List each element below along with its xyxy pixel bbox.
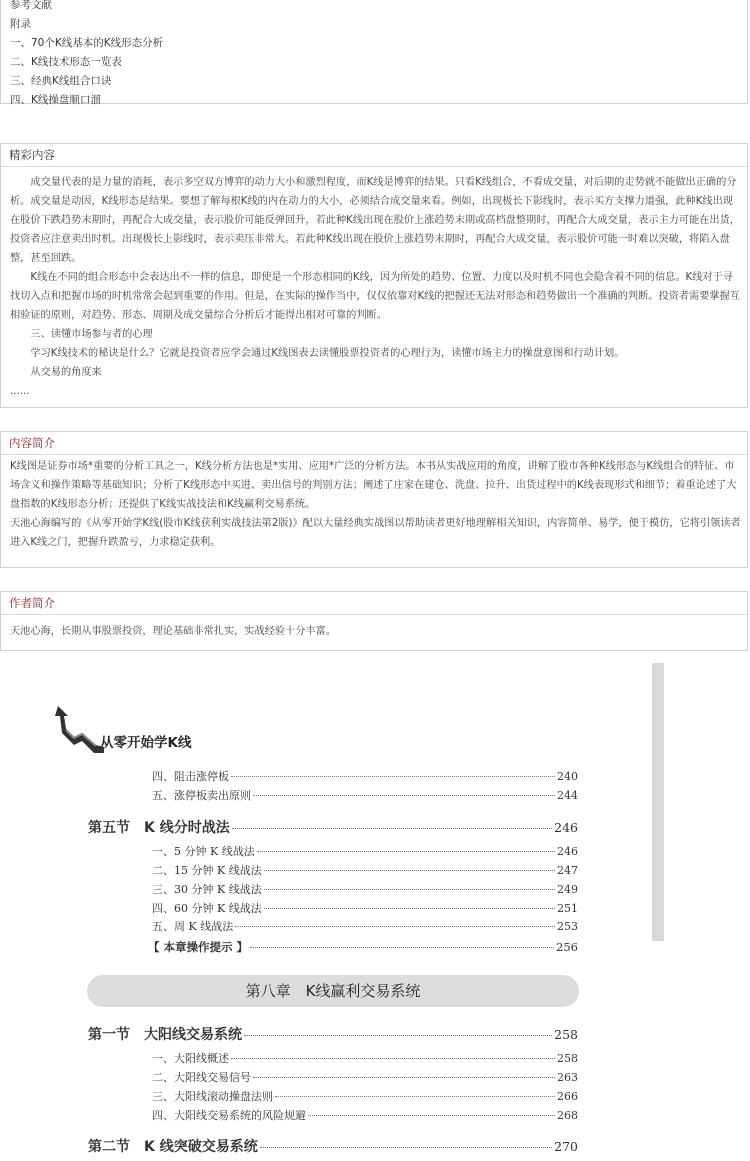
book-title-logo: 从零开始学K线 [100, 735, 192, 751]
highlights-paragraph: 成交量代表的是力量的消耗，表示多空双方博弈的动力大小和激烈程度，而K线是博弈的结果。只看K线组合，不看成交量，对后期的走势就不能做出正确的分析。成交量是动因，K线形态是结果。要想了解每根K线的内在动力的大小，必须结合成交量来看。例如，出现极长下影线时，表示买方支撑力道强，此种K线出现在股价下跌趋势末期时，再配合大成交量，表示股价可能反弹回升，若此种K线出现在股价上涨趋势末期或高档盘整期时，再配合大成交量，表示主力可能在出货，投资者应注意卖出时机。出现极长上影线时，表示卖压非常大。若此种K线出现在股价上涨趋势末期时，再配合大成交量，表示股价可能一时难以突破，将陷入盘整，甚至回跌。 [10, 177, 740, 264]
toc-entry-label: 【 本章操作提示 】 [148, 940, 249, 954]
toc-entry[interactable] [152, 900, 578, 916]
intro-section [0, 431, 748, 568]
toc-item[interactable]: 四、K线操盘顺口溜 [10, 94, 101, 106]
toc-leader [235, 926, 555, 927]
toc-leader [257, 851, 555, 852]
toc-leader [244, 1035, 552, 1036]
highlights-ellipsis: ...... [10, 386, 30, 397]
intro-title: 内容简介 [1, 432, 747, 455]
toc-leader [264, 889, 555, 890]
toc-item[interactable]: 二、K线技术形态一览表 [10, 56, 122, 68]
toc-leader [232, 828, 552, 829]
toc-entry[interactable] [152, 768, 578, 784]
toc-leader [253, 795, 555, 796]
toc-entry[interactable] [152, 843, 578, 859]
toc-entry[interactable] [152, 787, 578, 803]
toc-entry[interactable] [152, 881, 578, 897]
toc-leader [231, 776, 555, 777]
toc-entry-label: 三、大阳线滚动操盘法则 [152, 1090, 273, 1103]
highlights-paragraph: 学习K线技术的秘诀是什么？它就是投资者应学会通过K线图表去读懂股票投资者的心理行为，读懂市场主力的操盘意图和行动计划。 [30, 348, 625, 359]
toc-entry[interactable] [152, 862, 578, 878]
scrollbar[interactable] [652, 663, 664, 941]
toc-entry-label: 五、涨停板卖出原则 [152, 789, 251, 802]
toc-leader [264, 908, 555, 909]
toc-page: 258 [554, 1027, 578, 1042]
toc-page: 263 [557, 1071, 578, 1084]
highlights-section [0, 143, 748, 408]
toc-page: 247 [557, 864, 578, 877]
intro-body [1, 455, 747, 552]
highlights-paragraph: K线在不同的组合形态中会表达出不一样的信息，即使是一个形态相同的K线，因为所处的趋势、位置、力度以及时机不同也会隐含着不同的信息。K线对于寻找切入点和把握市场的时机常常会起到重要的作用。但是，在实际的操作当中，仅仅依靠对K线的把握还无法对形态和趋势做出一个准确的判断。投资者需要掌握互相验证的原则，对趋势、形态、周期及成交量综合分析后才能得出相对可靠的判断。 [10, 272, 740, 321]
toc-entry[interactable] [152, 1069, 578, 1085]
toc-entry-label: 三、30 分钟 K 线战法 [152, 883, 262, 896]
toc-item[interactable]: 参考文献 [10, 0, 52, 11]
toc-page: 249 [557, 883, 578, 896]
highlights-subheading: 三、读懂市场参与者的心理 [30, 329, 153, 340]
toc-page: 268 [557, 1109, 578, 1122]
toc-entry-label: 四、大阳线交易系统的风险规避 [152, 1109, 306, 1122]
toc-page: 240 [557, 770, 578, 783]
book-page-image [0, 663, 750, 1161]
highlights-paragraph: 从交易的角度来 [30, 367, 102, 378]
toc-entry-label: 第一节 大阳线交易系统 [88, 1027, 242, 1043]
intro-paragraph: K线图是证券市场*重要的分析工具之一，K线分析方法也是*实用、应用*广泛的分析方法。本书从实战应用的角度，讲解了股市各种K线形态与K线组合的特征、市场含义和操作策略等基础知识；分析了K线形态中买进、卖出信号的判别方法；阐述了庄家在建仓、洗盘、拉升、出货过程中的K线表现形式和细节；着重论述了大盘指数的K线形态分析；还提供了K线实战技法和K线赢利交易系统。 [10, 461, 737, 510]
highlights-title: 精彩内容 [1, 144, 747, 167]
toc-page: 270 [554, 1139, 578, 1154]
toc-entry[interactable] [152, 918, 578, 934]
toc-page: 258 [557, 1052, 578, 1065]
toc-item[interactable]: 附录 [10, 18, 31, 30]
toc-entry-label: 一、大阳线概述 [152, 1052, 229, 1065]
author-text: 天池心海，长期从事股票投资，理论基础非常扎实，实战经验十分丰富。 [10, 626, 336, 637]
intro-paragraph: 天池心海编写的《从零开始学K线(股市K线获利实战技法第2版)》配以大量经典实战图以帮助读者更好地理解相关知识，内容简单、易学，便于模仿，它将引领读者进入K线之门，把握升跌盈亏，力求稳定获利。 [10, 518, 741, 548]
toc-leader [260, 1147, 552, 1148]
toc-leader [308, 1115, 555, 1116]
toc-section-entry[interactable] [88, 1136, 578, 1156]
toc-entry-label: 五、周 K 线战法 [152, 920, 234, 933]
highlights-body [1, 167, 747, 401]
toc-entry-label: 第二节 K 线突破交易系统 [88, 1139, 258, 1155]
toc-tip-entry[interactable] [148, 939, 578, 955]
toc-list-box [0, 0, 748, 104]
toc-leader [231, 1058, 555, 1059]
toc-entry-label: 一、5 分钟 K 线战法 [152, 845, 255, 858]
toc-page: 256 [556, 940, 578, 954]
toc-page: 266 [557, 1090, 578, 1103]
toc-entry[interactable] [152, 1107, 578, 1123]
toc-section-entry[interactable] [88, 1024, 578, 1044]
toc-page: 246 [554, 820, 578, 835]
toc-item[interactable]: 一、70个K线基本的K线形态分析 [10, 37, 164, 49]
toc-entry[interactable] [152, 1050, 578, 1066]
toc-entry-label: 第五节 K 线分时战法 [88, 820, 230, 836]
toc-entry-label: 二、大阳线交易信号 [152, 1071, 251, 1084]
author-body [1, 615, 747, 641]
chapter-title-bar: 第八章 K线赢利交易系统 [87, 975, 579, 1007]
toc-leader [253, 1077, 555, 1078]
toc-leader [250, 947, 554, 948]
toc-page: 246 [557, 845, 578, 858]
toc-item[interactable]: 三、经典K线组合口诀 [10, 75, 112, 87]
toc-page: 253 [557, 920, 578, 933]
toc-entry-label: 二、15 分钟 K 线战法 [152, 864, 262, 877]
toc-leader [264, 870, 555, 871]
toc-entry-label: 四、阻击涨停板 [152, 770, 229, 783]
toc-page: 251 [557, 902, 578, 915]
author-section [0, 591, 748, 651]
author-title: 作者简介 [1, 592, 747, 615]
toc-entry[interactable] [152, 1088, 578, 1104]
toc-entry-label: 四、60 分钟 K 线战法 [152, 902, 262, 915]
toc-section-entry[interactable] [88, 817, 578, 837]
toc-leader [275, 1096, 555, 1097]
toc-page: 244 [557, 789, 578, 802]
